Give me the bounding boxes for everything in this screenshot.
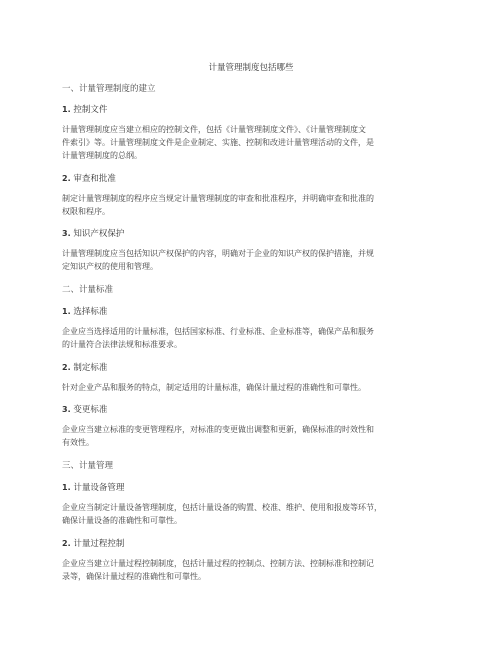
document-title: 计量管理制度包括哪些 (208, 63, 294, 73)
subheading-2-2 (62, 362, 442, 374)
paragraph-line: 的计量符合法律法规和标准要求。 (62, 340, 182, 349)
paragraph-2-2 (62, 381, 442, 394)
subheading-2-1 (62, 306, 442, 318)
paragraph-1-2 (62, 192, 442, 218)
paragraph-line: 企业应当建立计量过程控制制度，包括计量过程的控制点、控制方法、控制标准和控制记 (62, 559, 374, 568)
paragraph-line: 有效性。 (62, 438, 94, 447)
paragraph-3-2 (62, 557, 442, 583)
paragraph-1-3 (62, 247, 442, 273)
paragraph-line: 录等，确保计量过程的准确性和可靠性。 (62, 572, 206, 581)
subheading-number: 2. (62, 174, 71, 183)
paragraph-3-1 (62, 501, 442, 527)
subheading-1-2 (62, 173, 442, 185)
subheading-3-2 (62, 538, 442, 550)
subheading-number: 2. (62, 363, 71, 372)
paragraph-line: 确保计量设备的准确性和可靠性。 (62, 516, 182, 525)
subheading-title: 选择标准 (73, 307, 108, 317)
paragraph-line: 制定计量管理制度的程序应当规定计量管理制度的审查和批准程序，并明确审查和批准的 (62, 194, 374, 203)
subheading-number: 1. (62, 307, 71, 316)
paragraph-line: 计量管理制度应当包括知识产权保护的内容，明确对于企业的知识产权的保护措施，并规 (62, 249, 374, 258)
section-heading-2: 二、计量标准 (62, 285, 114, 295)
section-heading-1: 一、计量管理制度的建立 (62, 84, 156, 94)
paragraph-line: 针对企业产品和服务的特点，制定适用的计量标准，确保计量过程的准确性和可靠性。 (62, 383, 366, 392)
paragraph-line: 计量管理制度的总纲。 (62, 151, 142, 160)
subheading-title: 知识产权保护 (73, 229, 125, 239)
subheading-title: 变更标准 (73, 405, 108, 415)
paragraph-2-1 (62, 325, 442, 351)
subheading-1-3 (62, 228, 442, 240)
subheading-title: 计量过程控制 (73, 539, 125, 549)
paragraph-line: 企业应当制定计量设备管理制度，包括计量设备的购置、校准、维护、使用和报废等环节， (62, 503, 382, 512)
subheading-title: 控制文件 (73, 105, 108, 115)
subheading-3-1 (62, 482, 442, 494)
subheading-number: 3. (62, 229, 71, 238)
subheading-2-3 (62, 404, 442, 416)
subheading-title: 制定标准 (73, 363, 108, 373)
subheading-1-1 (62, 104, 442, 116)
section-heading-3: 三、计量管理 (62, 461, 114, 471)
paragraph-line: 权限和程序。 (62, 207, 110, 216)
paragraph-line: 企业应当选择适用的计量标准，包括国家标准、行业标准、企业标准等，确保产品和服务 (62, 327, 374, 336)
subheading-number: 1. (62, 483, 71, 492)
paragraph-line: 定知识产权的使用和管理。 (62, 262, 158, 271)
paragraph-2-3 (62, 423, 442, 449)
paragraph-1-1 (62, 123, 442, 162)
subheading-title: 审查和批准 (73, 174, 116, 184)
subheading-number: 2. (62, 539, 71, 548)
paragraph-line: 件索引》等。计量管理制度文件是企业制定、实施、控制和改进计量管理活动的文件，是 (62, 138, 374, 147)
subheading-number: 3. (62, 405, 71, 414)
paragraph-line: 企业应当建立标准的变更管理程序，对标准的变更做出调整和更新，确保标准的时效性和 (62, 425, 374, 434)
subheading-title: 计量设备管理 (73, 483, 125, 493)
subheading-number: 1. (62, 105, 71, 114)
paragraph-line: 计量管理制度应当建立相应的控制文件，包括《计量管理制度文件》、《计量管理制度文 (62, 125, 366, 134)
